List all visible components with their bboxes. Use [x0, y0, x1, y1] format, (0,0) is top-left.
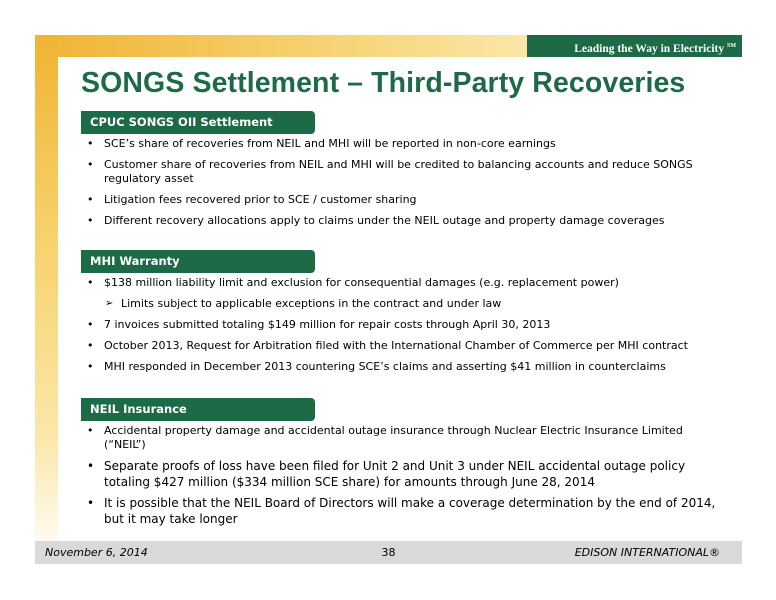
arrow-bullet-icon: ➢ — [105, 298, 114, 309]
cpuc-bullet-list — [87, 137, 727, 235]
bullet-text: $138 million liability limit and exclusion for consequential damages (e.g. replacement power) — [104, 276, 619, 289]
bullet-icon: • — [87, 424, 94, 437]
bullet-text: October 2013, Request for Arbitration filed with the International Chamber of Commerce per MHI contract — [104, 339, 688, 352]
list-item — [87, 318, 727, 332]
section-header-neil: NEIL Insurance — [81, 398, 315, 421]
neil-bullet-list — [87, 424, 727, 532]
bullet-text: Limits subject to applicable exceptions in the contract and under law — [121, 297, 502, 310]
list-item — [87, 339, 727, 353]
bullet-icon: • — [87, 496, 95, 510]
bullet-icon: • — [87, 137, 94, 150]
list-item — [87, 137, 727, 151]
list-item — [87, 158, 727, 186]
bullet-icon: • — [87, 193, 94, 206]
bullet-icon: • — [87, 459, 95, 473]
list-item — [87, 276, 727, 290]
bullet-icon: • — [87, 339, 94, 352]
slide-title: SONGS Settlement – Third-Party Recoveries — [81, 67, 686, 99]
list-item — [87, 193, 727, 207]
mhi-bullet-list — [87, 276, 727, 381]
sub-list-item — [87, 297, 727, 311]
section-header-mhi: MHI Warranty — [81, 250, 315, 273]
tagline-service-mark: SM — [727, 43, 736, 49]
list-item — [87, 424, 727, 452]
bullet-text: Litigation fees recovered prior to SCE / customer sharing — [104, 193, 417, 206]
bullet-text: Separate proofs of loss have been filed for Unit 2 and Unit 3 under NEIL accidental outage policy totaling $427 million ($334 million SCE share) for amounts through June 28, 2014 — [104, 459, 686, 489]
bullet-icon: • — [87, 360, 94, 373]
bullet-text: It is possible that the NEIL Board of Directors will make a coverage determination by the end of 2014, but it may take longer — [104, 496, 716, 526]
tagline-banner — [527, 35, 742, 57]
list-item — [87, 214, 727, 228]
page-number: 38 — [381, 546, 396, 559]
gold-left-band — [35, 35, 58, 564]
bullet-icon: • — [87, 318, 94, 331]
list-item — [87, 458, 727, 490]
bullet-text: SCE’s share of recoveries from NEIL and MHI will be reported in non-core earnings — [104, 137, 556, 150]
footer-brand: EDISON INTERNATIONAL® — [574, 546, 720, 559]
bullet-text: Accidental property damage and accidental outage insurance through Nuclear Electric Insurance Limited (“NEIL”) — [104, 424, 683, 451]
footer-bar — [35, 541, 742, 564]
bullet-icon: • — [87, 214, 94, 227]
bullet-text: Different recovery allocations apply to claims under the NEIL outage and property damage coverages — [104, 214, 665, 227]
section-header-cpuc: CPUC SONGS OII Settlement — [81, 111, 315, 134]
tagline-text: Leading the Way in Electricity — [574, 42, 725, 55]
bullet-text: Customer share of recoveries from NEIL and MHI will be credited to balancing accounts and reduce SONGS regulatory asset — [104, 158, 693, 185]
bullet-icon: • — [87, 276, 94, 289]
list-item — [87, 360, 727, 374]
bullet-icon: • — [87, 158, 94, 171]
list-item — [87, 495, 727, 527]
bullet-text: MHI responded in December 2013 countering SCE’s claims and asserting $41 million in counterclaims — [104, 360, 666, 373]
slide — [35, 35, 742, 564]
footer-date: November 6, 2014 — [45, 546, 148, 559]
bullet-text: 7 invoices submitted totaling $149 million for repair costs through April 30, 2013 — [104, 318, 551, 331]
